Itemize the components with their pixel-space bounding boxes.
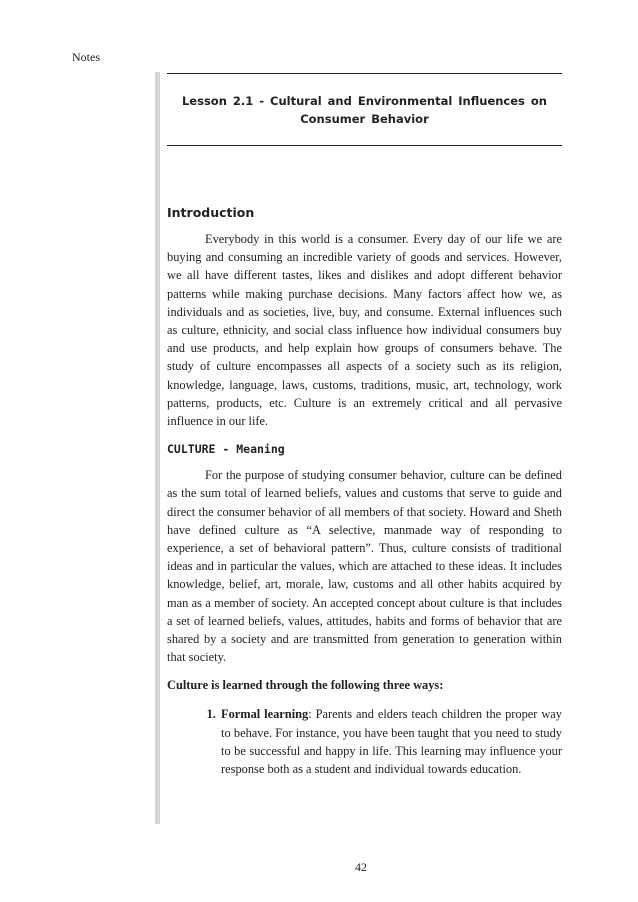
page-number: 42 bbox=[355, 860, 367, 874]
introduction-heading: Introduction bbox=[167, 205, 255, 220]
title-rule-bottom bbox=[167, 145, 562, 146]
introduction-paragraph: Everybody in this world is a consumer. Every day of our life we are buying and consuming an incredible variety of goods and services. However, we all have different tastes, likes and dislikes and adopt different behavior patterns while making purchase decisions. Many factors affect how we, as individuals and as societies, live, buy, and consume. External influences such as culture, ethnicity, and social class influence how individual consumers buy and use products, and help explain how groups of consumers behave. The study of culture encompasses all aspects of a society such as its religion, knowledge, language, laws, customs, traditions, music, art, technology, work patterns, products, etc. Culture is an extremely critical and all pervasive influence in our life. bbox=[167, 232, 562, 429]
lesson-title bbox=[167, 92, 562, 128]
learned-ways-list bbox=[167, 705, 562, 778]
notes-margin-label: Notes bbox=[72, 50, 100, 64]
list-item bbox=[219, 705, 562, 778]
culture-meaning-paragraph: For the purpose of studying consumer behavior, culture can be defined as the sum total of learned beliefs, values and customs that serve to guide and direct the consumer behavior of all members of that society. Howard and Sheth have defined culture as “A selective, manmade way of responding to experience, a set of behavioral pattern”. Thus, culture consists of traditional ideas and in particular the values, which are attached to these ideas. It includes knowledge, belief, art, morale, law, customs and all other habits acquired by man as a member of society. An accepted concept about culture is that includes a set of learned beliefs, values, attitudes, habits and forms of behavior that are shared by a society and are transmitted from generation to generation within that society. bbox=[167, 468, 562, 665]
lesson-title-line-2: Consumer Behavior bbox=[300, 112, 429, 126]
culture-meaning-heading: CULTURE - Meaning bbox=[167, 442, 285, 457]
main-content bbox=[167, 205, 562, 778]
learned-ways-heading: Culture is learned through the following three ways: bbox=[167, 678, 444, 693]
list-item-text: : Parents and elders teach children the proper way to behave. For instance, you have been taught that you need to study to be successful and happy in life. This learning may influence your response both as a student and individual towards education. bbox=[221, 707, 562, 777]
list-item-term: Formal learning bbox=[221, 707, 309, 722]
margin-side-bar bbox=[155, 72, 160, 824]
lesson-title-line-1: Lesson 2.1 - Cultural and Environmental Influences on bbox=[181, 94, 547, 108]
title-rule-top bbox=[167, 73, 562, 74]
